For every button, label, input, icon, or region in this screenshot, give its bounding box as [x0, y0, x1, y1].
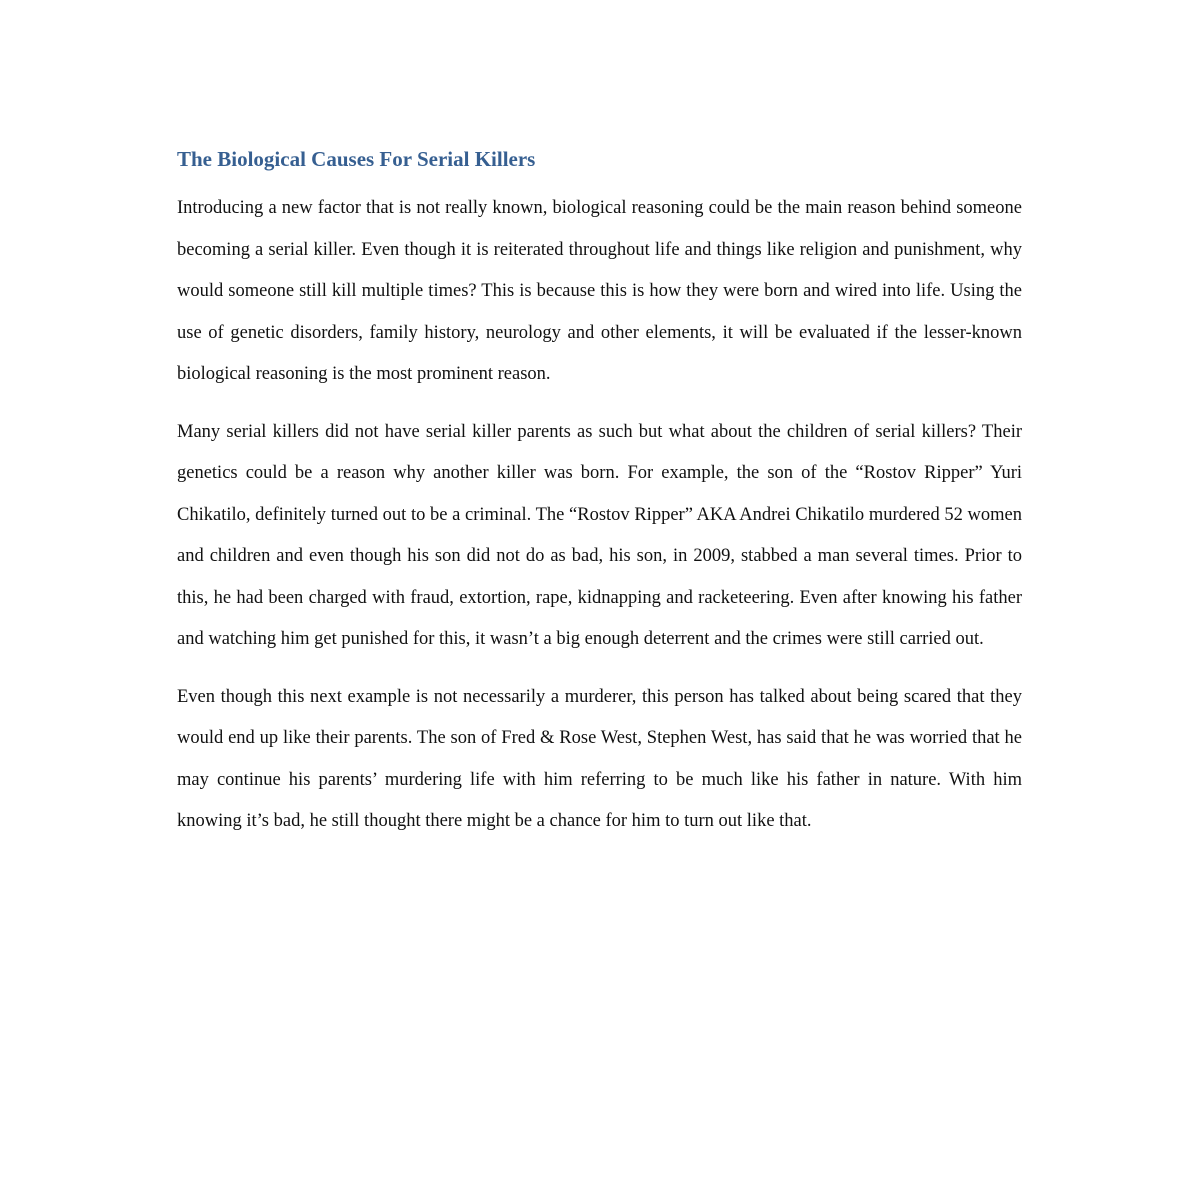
paragraph-chikatilo: Many serial killers did not have serial killer parents as such but what about the children of serial killers? Their genetics could be a reason why another killer was born. For example, the son of the “Rostov Ripper” Yuri Chikatilo, definitely turned out to be a criminal. The “Rostov Ripper” AKA Andrei Chikatilo murdered 52 women and children and even though his son did not do as bad, his son, in 2009, stabbed a man several times. Prior to this, he had been charged with fraud, extortion, rape, kidnapping and racketeering. Even after knowing his father and watching him get punished for this, it wasn’t a big enough deterrent and the crimes were still carried out.: [177, 421, 1022, 649]
document-body: [177, 142, 1022, 859]
paragraph-west: Even though this next example is not necessarily a murderer, this person has talked about being scared that they would end up like their parents. The son of Fred & Rose West, Stephen West, has said that he was worried that he may continue his parents’ murdering life with him referring to be much like his father in nature. With him knowing it’s bad, he still thought there might be a chance for him to turn out like that.: [177, 686, 1022, 831]
document-title: The Biological Causes For Serial Killers: [177, 147, 536, 171]
paragraph-intro: Introducing a new factor that is not really known, biological reasoning could be the main reason behind someone becoming a serial killer. Even though it is reiterated throughout life and things like religion and punishment, why would someone still kill multiple times? This is because this is how they were born and wired into life. Using the use of genetic disorders, family history, neurology and other elements, it will be evaluated if the lesser-known biological reasoning is the most prominent reason.: [177, 198, 1022, 384]
